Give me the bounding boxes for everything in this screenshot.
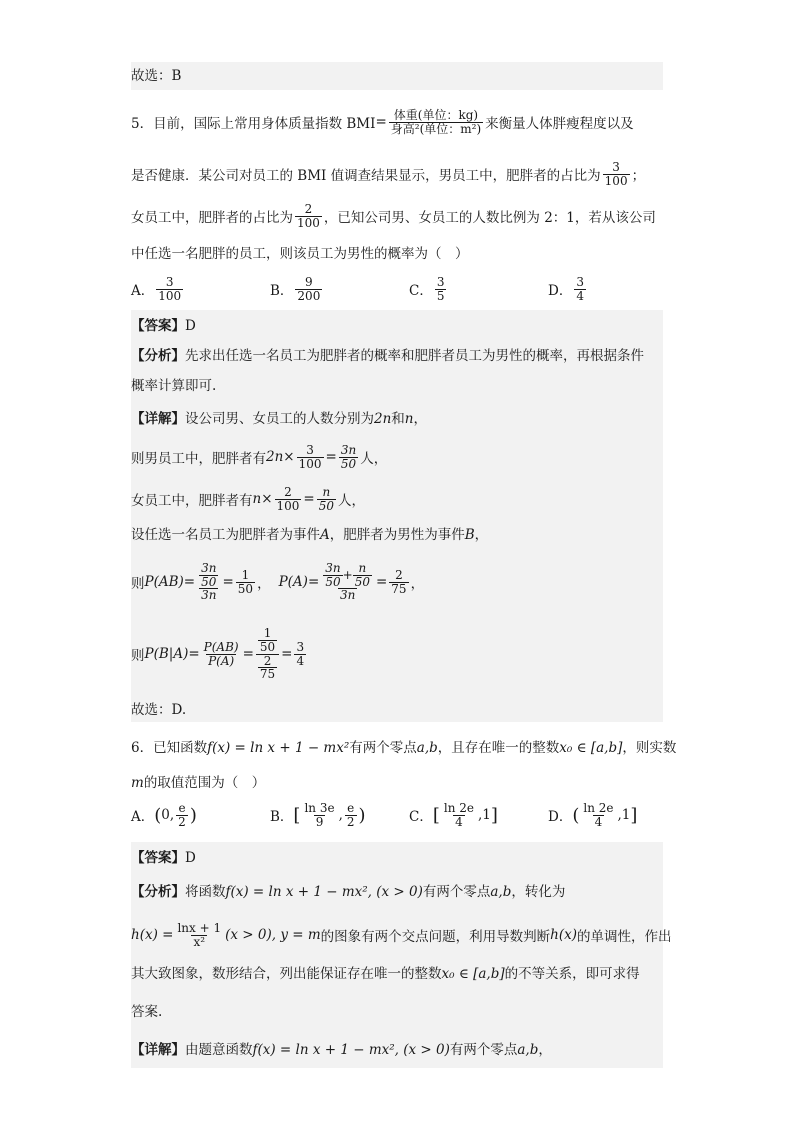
option-fraction: [295, 276, 322, 302]
bmi-denominator: 身高²(单位：m²): [390, 121, 482, 136]
denominator: 5: [436, 288, 445, 303]
fraction: [389, 569, 408, 595]
denominator: 4: [296, 653, 305, 668]
inner-fraction: [258, 627, 277, 653]
detail-text: ，: [410, 576, 425, 592]
q5-event-line: [131, 522, 663, 548]
numerator: 3: [165, 275, 174, 289]
numerator: 3n: [325, 561, 341, 576]
q6-answer-line: [131, 846, 663, 870]
detail-text: 则: [131, 576, 145, 592]
math-expr: h(x) =: [131, 927, 174, 943]
numerator: ln 2e: [443, 801, 474, 815]
detail-text: 由题意函数: [185, 1042, 253, 1058]
bracket: (: [154, 804, 162, 826]
denominator: 2: [178, 814, 186, 829]
fraction: [294, 641, 306, 667]
option-fraction: [302, 802, 336, 828]
q5-stem-line-2: [131, 156, 663, 192]
numerator: 2: [395, 567, 403, 582]
numerator: 3n: [340, 442, 357, 457]
q6-option-a[interactable]: [131, 802, 197, 828]
numerator: [197, 562, 220, 588]
denominator: 75: [391, 581, 407, 596]
prev-answer-line: [131, 62, 663, 90]
q6-stem-text: 有两个零点: [349, 740, 417, 756]
denominator: 50: [318, 498, 335, 513]
numerator: ln 3e: [304, 801, 335, 815]
numerator: [256, 627, 279, 653]
option-fraction: [574, 276, 586, 302]
option-label: B．: [270, 809, 294, 826]
detail-text: 人，: [338, 493, 366, 509]
q5-detail-line-1: [131, 406, 663, 432]
female-ratio-fraction: [295, 203, 322, 229]
equals-sign: =: [375, 574, 388, 590]
equals-sign: =: [303, 491, 315, 507]
fraction: [175, 922, 223, 948]
math-expr: x₀ ∈ [a,b]: [559, 740, 623, 756]
compound-fraction: [197, 562, 220, 602]
numerator: 9: [305, 275, 313, 289]
numerator: 3n: [201, 561, 217, 576]
equals-sign: =: [375, 114, 387, 130]
q6-stem-text: ，且存在唯一的整数: [437, 740, 560, 756]
math-expr: m: [131, 775, 144, 791]
math-expr: f(x) = ln x + 1 − mx², (x > 0): [225, 884, 423, 900]
math-expr: a,b: [416, 740, 438, 756]
q6-stem-line-2: [131, 770, 663, 796]
math-expr: A: [320, 527, 330, 543]
option-label: D．: [548, 283, 573, 300]
q6-analysis-line-1: [131, 878, 663, 906]
option-fraction: [581, 802, 615, 828]
q5-stem-line-4: [131, 242, 663, 266]
numerator: n: [358, 561, 367, 576]
option-label: A．: [131, 283, 155, 300]
compound-fraction: [321, 562, 374, 602]
q6-options: [131, 800, 663, 840]
q5-probability-line: [131, 552, 663, 612]
equals-sign: =: [183, 574, 196, 590]
math-expr: f(x) = ln x + 1 − mx², (x > 0): [252, 1042, 450, 1058]
bmi-numerator: 体重(单位：kg): [393, 107, 479, 122]
detail-text: 有两个零点: [449, 1042, 518, 1058]
prev-answer-text: 故选：B: [131, 68, 182, 84]
denominator: 75: [259, 667, 276, 682]
denominator: 4: [594, 814, 603, 829]
q5-detail-male-line: [131, 438, 663, 476]
q5-answer-line: [131, 314, 663, 338]
numerator: 3: [306, 442, 314, 457]
numerator: e: [178, 801, 186, 815]
numerator: 1: [263, 626, 272, 641]
q5-option-c[interactable]: [409, 276, 448, 302]
fraction: [202, 641, 241, 667]
equals-sign: =: [222, 574, 234, 590]
fraction: [339, 444, 358, 470]
math-expr: n×: [252, 491, 273, 507]
detail-text: ，: [413, 411, 427, 427]
denominator: 50: [340, 456, 357, 471]
option-fraction: [442, 802, 476, 828]
q5-conditional-line: [131, 618, 663, 690]
denominator: 200: [297, 288, 321, 303]
detail-text: ，肥胖者为男性为事件: [329, 527, 465, 543]
male-ratio-fraction: [603, 161, 630, 187]
numerator: 2: [284, 484, 292, 499]
equals-sign: =: [325, 449, 337, 465]
math-expr: x₀ ∈ [a,b]: [441, 966, 505, 982]
denominator: [256, 654, 279, 681]
detail-text: 则: [131, 648, 145, 664]
detail-text: 设任选一名员工为肥胖者为事件: [131, 527, 320, 543]
fraction: [275, 486, 302, 512]
bracket: ): [358, 804, 366, 826]
option-label: C．: [409, 283, 433, 300]
option-fraction: [156, 276, 183, 302]
final-answer-text: 故选：D.: [131, 702, 187, 718]
analysis-text: 的图象有两个交点问题，利用导数判断: [320, 929, 551, 945]
math-expr: (x > 0), y = m: [225, 927, 321, 943]
denominator: 2: [346, 814, 355, 829]
denominator: 100: [276, 498, 300, 513]
numerator: 2: [304, 201, 313, 216]
detail-text: ，: [538, 1042, 552, 1058]
math-expr: h(x): [550, 927, 577, 943]
q5-final-line: [131, 698, 663, 722]
bracket: ]: [630, 804, 638, 826]
math-expr: P(A): [278, 574, 308, 590]
math-expr: P(B|A): [144, 646, 189, 662]
denominator: 100: [297, 215, 320, 230]
compound-fraction: [256, 627, 279, 680]
detail-text: ，: [257, 576, 271, 592]
equals-sign: =: [307, 574, 320, 590]
q6-option-c[interactable]: [409, 802, 498, 828]
q5-stem-text: 5．目前，国际上常用身体质量指数 BMI: [131, 116, 376, 132]
inner-fraction: [353, 562, 372, 588]
analysis-text: 有两个零点: [422, 884, 491, 900]
q6-analysis-line-4: [131, 1000, 663, 1024]
bracket: ): [189, 804, 197, 826]
math-expr: 0,: [161, 807, 175, 824]
detail-tag: 【详解】: [131, 1042, 185, 1058]
numerator: lnx + 1: [177, 920, 222, 935]
fraction: [236, 569, 255, 595]
numerator: 3: [296, 639, 305, 654]
denominator: 100: [158, 288, 182, 303]
q5-option-b[interactable]: [270, 276, 324, 302]
math-expr: 2n×: [266, 449, 295, 465]
denominator: 50: [237, 581, 254, 596]
bracket: [: [432, 804, 440, 826]
q5-stem-text: 来衡量人体胖瘦程度以及: [485, 116, 634, 132]
option-fraction: [435, 276, 447, 302]
plus-sign: +: [342, 567, 353, 582]
analysis-text: 其大致图象，数形结合，列出能保证存在唯一的整数: [131, 966, 442, 982]
numerator: e: [347, 801, 355, 815]
bracket: ]: [490, 804, 498, 826]
math-expr: f(x) = ln x + 1 − mx²: [207, 740, 350, 756]
numerator: n: [322, 484, 331, 499]
math-expr: B: [464, 527, 475, 543]
denominator: 4: [576, 288, 584, 303]
analysis-text: 概率计算即可.: [131, 378, 217, 394]
denominator: 4: [455, 814, 463, 829]
detail-text: 和: [391, 411, 405, 427]
q6-stem-text: ，则实数: [622, 740, 677, 756]
q5-analysis-line-2: [131, 374, 663, 398]
denominator: P(A): [208, 653, 235, 668]
denominator: 3n: [201, 588, 217, 603]
analysis-text: 的单调性，作出: [577, 929, 672, 945]
q5-stem-text: 女员工中，肥胖者的占比为: [131, 210, 293, 226]
equals-sign: =: [242, 646, 254, 662]
q5-option-a[interactable]: [131, 276, 185, 302]
answer-value: D: [185, 850, 196, 866]
numerator: P(AB): [203, 639, 239, 654]
option-fraction: [345, 802, 357, 828]
detail-text: 则男员工中，肥胖者有: [131, 451, 266, 467]
q5-detail-female-line: [131, 480, 663, 518]
numerator: 3: [576, 275, 584, 289]
bmi-fraction: [389, 109, 483, 135]
answer-tag: 【答案】: [131, 850, 185, 866]
bracket: (: [572, 804, 580, 826]
q6-option-b[interactable]: [270, 802, 366, 828]
math-expr: ,1: [617, 807, 631, 824]
analysis-text: 答案.: [131, 1004, 163, 1020]
q6-stem-text: 的取值范围为（ ）: [143, 775, 266, 791]
bracket: [: [293, 804, 301, 826]
analysis-tag: 【分析】: [131, 884, 185, 900]
denominator: x²: [193, 934, 206, 949]
math-expr: P(AB): [144, 574, 184, 590]
analysis-text: 的不等关系，即可求得: [504, 966, 640, 982]
math-expr: 2n: [374, 411, 392, 427]
q5-analysis-line-1: [131, 344, 663, 368]
fraction: [297, 444, 324, 470]
detail-text: 女员工中，肥胖者有: [131, 493, 253, 509]
q6-analysis-line-2: [131, 914, 672, 956]
equals-sign: =: [281, 646, 293, 662]
numerator: 1: [241, 567, 250, 582]
numerator: 3: [436, 275, 445, 289]
inner-fraction: [323, 562, 342, 588]
option-label: D．: [548, 809, 573, 826]
q5-stem-text: 是否健康．某公司对员工的 BMI 值调查结果显示，男员工中，肥胖者的占比为: [131, 168, 601, 184]
denominator: 50: [354, 574, 370, 589]
math-expr: a,b: [517, 1042, 539, 1058]
q6-analysis-line-3: [131, 960, 663, 988]
denominator: 50: [259, 639, 276, 654]
numerator: [321, 562, 374, 588]
q5-stem-line-1: [131, 100, 663, 144]
numerator: ln 2e: [583, 801, 614, 815]
numerator: 3: [612, 159, 620, 174]
answer-tag: 【答案】: [131, 318, 185, 334]
q6-stem-line-1: [131, 734, 677, 762]
q5-stem-line-3: [131, 198, 663, 234]
denominator: 3n: [339, 588, 356, 603]
denominator: 50: [201, 574, 217, 589]
detail-text: 人，: [360, 451, 388, 467]
q6-detail-line-1: [131, 1036, 663, 1064]
denominator: 9: [315, 814, 324, 829]
option-fraction: [176, 802, 188, 828]
denominator: 50: [325, 574, 341, 589]
q5-option-d[interactable]: [548, 276, 588, 302]
analysis-tag: 【分析】: [131, 348, 185, 364]
option-label: B．: [270, 283, 294, 300]
semicolon: ；: [631, 168, 646, 184]
q5-options: [131, 272, 663, 308]
q6-option-d[interactable]: [548, 802, 637, 828]
q6-stem-text: 6．已知函数: [131, 740, 208, 756]
inner-fraction: [199, 562, 218, 588]
math-expr: a,b: [490, 884, 512, 900]
analysis-text: ，转化为: [511, 884, 566, 900]
answer-value: D: [185, 318, 196, 334]
math-expr: n: [404, 411, 414, 427]
denominator: 100: [604, 173, 628, 188]
math-expr: ,: [338, 807, 343, 824]
q5-stem-text: ，已知公司男、女员工的人数比例为 2：1，若从该公司: [323, 210, 656, 226]
detail-text: 设公司男、女员工的人数分别为: [185, 411, 374, 427]
numerator: 2: [263, 653, 272, 668]
detail-text: ，: [474, 527, 489, 543]
denominator: 100: [298, 456, 322, 471]
inner-fraction: [258, 655, 277, 681]
math-expr: ,1: [478, 807, 491, 824]
detail-tag: 【详解】: [131, 411, 185, 427]
equals-sign: =: [188, 646, 200, 662]
q5-stem-text: 中任选一名肥胖的员工，则该员工为男性的概率为（ ）: [131, 246, 469, 262]
fraction: [317, 486, 336, 512]
analysis-text: 将函数: [185, 884, 226, 900]
analysis-text: 先求出任选一名员工为肥胖者的概率和肥胖者员工为男性的概率，再根据条件: [185, 348, 644, 364]
option-label: C．: [409, 809, 433, 826]
option-label: A．: [131, 809, 155, 826]
